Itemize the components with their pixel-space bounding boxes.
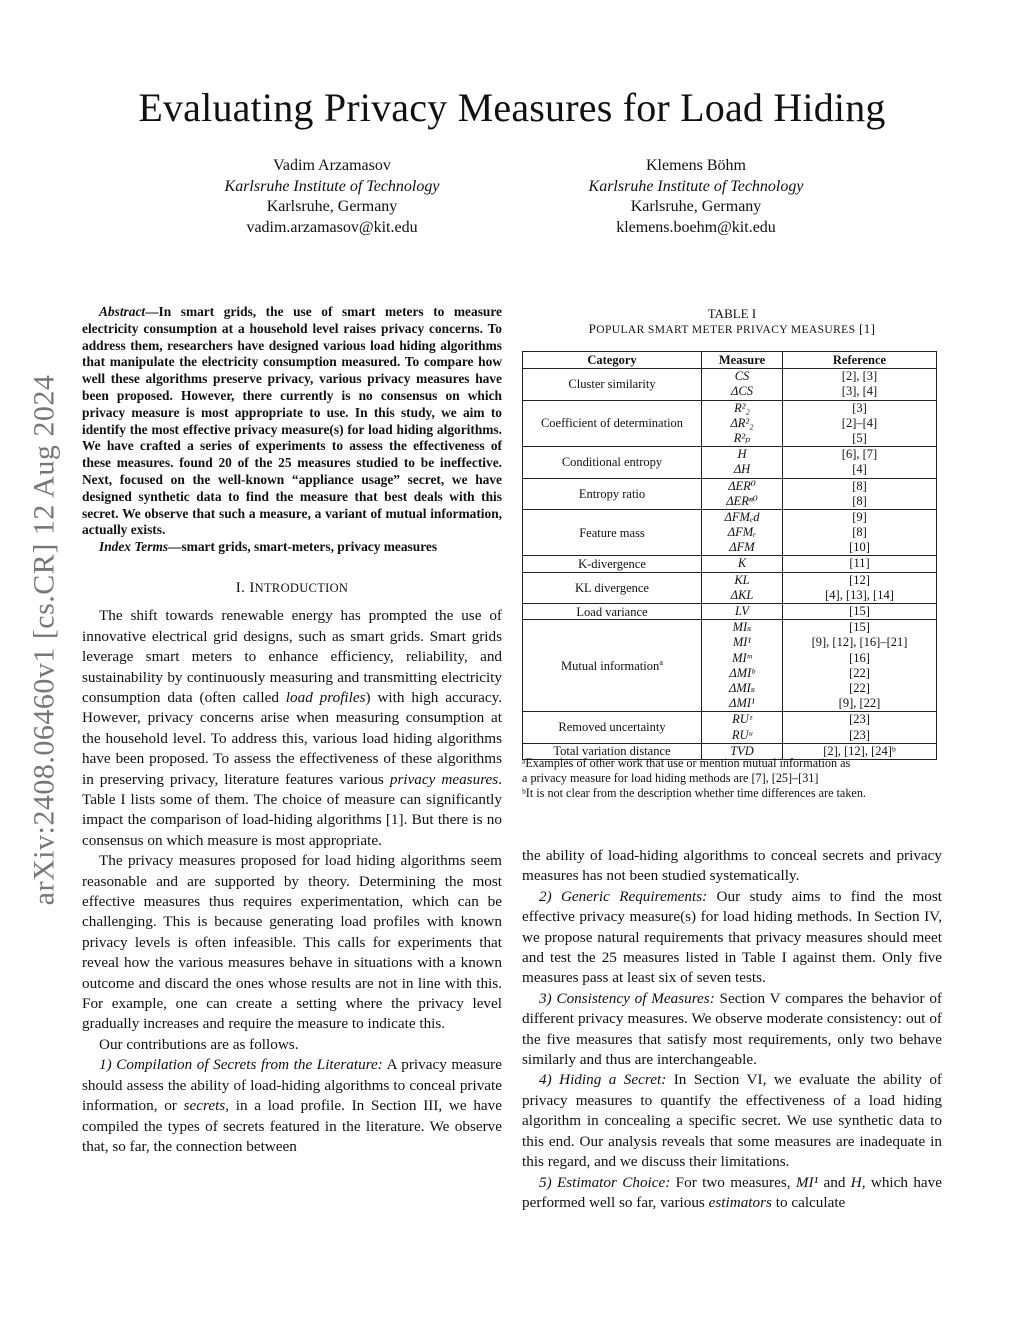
table-cell-category xyxy=(523,604,702,620)
text-run: and xyxy=(818,1173,851,1191)
reference-entry: [2], [3] xyxy=(841,369,878,384)
measure-symbol: RUᵘ xyxy=(731,727,753,742)
emphasis: estimators xyxy=(708,1193,772,1211)
reference-entry: [16] xyxy=(849,650,870,665)
table-cell-measure xyxy=(702,447,783,478)
footnote-b: ᵇIt is not clear from the description whether time differences are taken. xyxy=(522,786,866,800)
contribution-heading: 3) Consistency of Measures: xyxy=(539,989,715,1007)
reference-entry: [15] xyxy=(849,620,870,635)
measure-symbol: ΔH xyxy=(733,462,751,477)
author-email: vadim.arzamasov@kit.edu xyxy=(246,218,418,236)
text-run: For two measures, xyxy=(670,1173,796,1191)
reference-entry: [3] xyxy=(852,400,867,415)
measure-symbol: ΔR²₂ xyxy=(730,415,754,430)
contribution-3 xyxy=(522,989,942,1071)
index-terms-label: Index Terms xyxy=(99,539,169,555)
category-label: K-divergence xyxy=(578,556,646,571)
text-run: . Table I lists some of them. The choice of measure can significantly impact the comparison of load-hiding algorithms [1]. But there is no consensus on which measure is most appropriate. xyxy=(82,770,502,849)
table-row xyxy=(523,604,937,620)
reference-entry: [8] xyxy=(852,478,867,493)
measure-symbol: ΔMIᵇ xyxy=(729,665,755,680)
text-run: Our study aims to find the most effective privacy measure(s) for load hiding methods. In Section IV, we propose natural requirements that privacy measures should meet and test the 25 measures listed in Table I against them. Only five measures pass at least six of seven tests. xyxy=(522,887,942,987)
author-affiliation: Karlsruhe Institute of Technology xyxy=(224,177,440,195)
measure-symbol: KL xyxy=(734,572,750,587)
footnote-a-line-1: ᵃExamples of other work that use or mention mutual information as xyxy=(522,756,851,770)
table-cell-category xyxy=(523,712,702,743)
math-symbol: H xyxy=(850,1173,862,1191)
measure-symbol: ΔMI¹ xyxy=(729,696,755,711)
reference-entry: [22] xyxy=(849,680,870,695)
intro-paragraph-1 xyxy=(82,606,502,851)
reference-entry: [9], [22] xyxy=(838,696,881,711)
reference-entry: [12] xyxy=(849,572,870,587)
author-name: Vadim Arzamasov xyxy=(273,157,391,174)
table-row xyxy=(523,620,937,712)
author-block-1 xyxy=(182,156,482,238)
contribution-heading: 5) Estimator Choice: xyxy=(539,1173,671,1191)
header-reference: Reference xyxy=(783,352,937,369)
table-cell-category xyxy=(523,572,702,603)
table-cell-reference xyxy=(783,604,937,620)
measure-symbol: ΔFMᵣ xyxy=(727,525,757,540)
abstract-text: —In smart grids, the use of smart meters to measure electricity consumption at a household level raises privacy concerns. To address them, researchers have designed various load hiding algorithms that manipulate the electricity consumption measured. To compare how well these algorithms preserve privacy, various privacy measures have been proposed. However, there currently is no consensus on which privacy measure is most appropriate to use. In this study, we aim to identify the most effective privacy measure(s) for load hiding algorithms. We have crafted a series of experiments to assess the effectiveness of these measures. found 20 of the 25 measures studied to be ineffective. Next, focused on the well-known “appliance usage” secret, we have designed synthetic data to find the measure that best deals with this secret. We observe that such a measure, a variant of mutual information, actually exists. xyxy=(82,304,502,538)
reference-entry: [22] xyxy=(849,665,870,680)
table-caption xyxy=(522,306,942,338)
table-cell-category xyxy=(523,478,702,509)
arxiv-sidebar-stamp xyxy=(22,300,66,980)
table-cell-reference xyxy=(783,447,937,478)
contribution-4 xyxy=(522,1070,942,1172)
reference-entry: [8] xyxy=(852,493,867,508)
table-cell-reference xyxy=(783,620,937,712)
section-title-initial: I xyxy=(249,578,255,596)
author-affiliation: Karlsruhe Institute of Technology xyxy=(588,177,804,195)
table-row xyxy=(523,447,937,478)
abstract xyxy=(82,304,502,539)
reference-entry: [6], [7] xyxy=(841,447,878,462)
text-run: A privacy measure should assess the ability of load-hiding algorithms to conceal private information, or xyxy=(82,1056,502,1115)
table-cell-reference xyxy=(783,712,937,743)
reference-entry: [9] xyxy=(852,509,867,524)
table-cell-measure xyxy=(702,369,783,400)
category-label: Entropy ratio xyxy=(578,486,646,501)
table-label: TABLE I xyxy=(707,306,757,321)
footnote-marker: a xyxy=(659,656,664,667)
measure-symbol: K xyxy=(737,556,747,571)
section-title-rest: NTRODUCTION xyxy=(254,580,349,595)
category-label: Removed uncertainty xyxy=(558,720,666,735)
text-run: , which have performed well so far, various xyxy=(522,1173,942,1211)
table-row xyxy=(523,556,937,572)
table-row xyxy=(523,572,937,603)
text-run: The shift towards renewable energy has prompted the use of innovative electrical grid designs, such as smart grids. Smart grids leverage smart meters to enhance efficiency, reliability, and sustainability by continuously measuring and transmitting electricity consumption data (often called xyxy=(82,607,502,706)
measure-symbol: MI¹ xyxy=(732,635,752,650)
header-measure: Measure xyxy=(702,352,783,369)
paper-title: Evaluating Privacy Measures for Load Hiding xyxy=(138,85,886,130)
right-column xyxy=(522,846,942,1213)
table-cell-category xyxy=(523,369,702,400)
reference-entry: [2]–[4] xyxy=(841,415,878,430)
reference-entry: [4] xyxy=(852,462,867,477)
text-run: , in a load profile. In Section III, we have compiled the types of secrets featured in the literature. We observe that, so far, the connection between xyxy=(82,1097,502,1155)
table-cell-category xyxy=(523,556,702,572)
category-label: KL divergence xyxy=(575,580,649,595)
table-row xyxy=(523,509,937,556)
table-cell-reference xyxy=(783,478,937,509)
right-paragraph-continued: the ability of load-hiding algorithms to conceal secrets and privacy measures has not been studied systematically. xyxy=(522,847,942,885)
measure-symbol: R²ₚ xyxy=(733,430,751,445)
index-terms-text: —smart grids, smart-meters, privacy measures xyxy=(168,539,438,555)
measure-symbol: MIₛ xyxy=(732,620,752,635)
measure-symbol: ΔMIₛ xyxy=(728,680,756,695)
text-run: to calculate xyxy=(771,1193,846,1211)
table-cell-measure xyxy=(702,620,783,712)
measure-symbol: ΔFMₑd xyxy=(724,509,760,524)
math-symbol: MI¹ xyxy=(795,1173,819,1191)
category-label: Cluster similarity xyxy=(568,377,656,392)
author-email: klemens.boehm@kit.edu xyxy=(616,218,776,236)
contribution-1 xyxy=(82,1055,502,1157)
author-block-2 xyxy=(546,156,846,238)
privacy-measures-table xyxy=(522,351,937,760)
measure-symbol: H xyxy=(737,447,747,462)
reference-entry: [23] xyxy=(849,727,870,742)
author-location: Karlsruhe, Germany xyxy=(630,198,762,215)
measure-symbol: ΔCS xyxy=(731,384,753,399)
measure-symbol: RUᶻ xyxy=(732,712,752,727)
abstract-label: Abstract xyxy=(99,304,146,319)
table-cell-category xyxy=(523,509,702,556)
contribution-heading: 2) Generic Requirements: xyxy=(539,887,708,905)
emphasis: load profiles xyxy=(285,688,366,706)
table-cell-measure xyxy=(702,400,783,447)
table-cell-measure xyxy=(702,572,783,603)
measure-symbol: ΔERⁿ⁰ xyxy=(726,493,758,508)
arxiv-id: arXiv:2408.06460v1 [cs.CR] 12 Aug 2024 xyxy=(27,374,61,906)
text-run: In Section VI, we evaluate the ability of privacy measures to quantify the effectiveness of a load hiding algorithm in concealing a specific secret. We use synthetic data to this end. Our analysis reveals that some measures are inadequate in this regard, and we discuss their limitations. xyxy=(522,1071,942,1171)
category-label: Load variance xyxy=(576,604,648,619)
table-cell-category xyxy=(523,400,702,447)
text-run: ) with high accuracy. However, privacy concerns arise when measuring consumption at the household level. To address this, various load hiding algorithms have been proposed. To assess the effectiveness of these algorithms in preserving privacy, literature features various xyxy=(82,688,502,788)
section-number: I. xyxy=(235,578,246,596)
reference-entry: [23] xyxy=(849,712,870,727)
reference-entry: [5] xyxy=(852,430,867,445)
table-row xyxy=(523,712,937,743)
reference-entry: [11] xyxy=(849,556,870,571)
table-cell-measure xyxy=(702,712,783,743)
table-footnotes xyxy=(522,756,942,801)
contribution-5 xyxy=(522,1173,942,1214)
table-cell-reference xyxy=(783,400,937,447)
table-cell-category xyxy=(523,447,702,478)
contribution-2 xyxy=(522,887,942,989)
contribution-heading: 1) Compilation of Secrets from the Literature: xyxy=(99,1056,383,1074)
category-label: Feature mass xyxy=(579,525,645,540)
intro-paragraph-2: The privacy measures proposed for load hiding algorithms seem reasonable and are supported by theory. Determining the most effective measures thus requires experimentation, which can be challenging. This is because generating load profiles with known privacy levels is often infeasible. This calls for experiments that reveal how the various measures behave in situations with a known outcome and discard the ones whose results are not in line with this. For example, one can create a setting where the privacy level gradually increases and require the measure to indicate this. xyxy=(82,852,502,1033)
left-column xyxy=(82,304,502,1157)
reference-entry: [2], [12], [24]ᵇ xyxy=(823,743,896,758)
table-title xyxy=(522,321,942,338)
table-cell-measure xyxy=(702,478,783,509)
caption-ref: [1] xyxy=(855,321,876,336)
table-cell-category xyxy=(523,620,702,712)
header-category: Category xyxy=(523,352,702,369)
table-cell-reference xyxy=(783,556,937,572)
reference-entry: [9], [12], [16]–[21] xyxy=(811,635,908,650)
table-row xyxy=(523,400,937,447)
measure-symbol: ΔER⁰ xyxy=(728,478,756,493)
table-cell-measure xyxy=(702,556,783,572)
measure-symbol: TVD xyxy=(730,743,754,758)
table-row xyxy=(523,369,937,400)
author-location: Karlsruhe, Germany xyxy=(266,198,398,215)
section-heading-introduction xyxy=(82,578,502,598)
table-cell-reference xyxy=(783,572,937,603)
table-cell-measure xyxy=(702,604,783,620)
contribution-heading: 4) Hiding a Secret: xyxy=(539,1071,667,1089)
intro-paragraph-3: Our contributions are as follows. xyxy=(99,1035,299,1053)
measure-symbol: ΔFM xyxy=(729,540,755,555)
caption-rest: OPULAR SMART METER PRIVACY MEASURES xyxy=(596,324,856,336)
table-cell-reference xyxy=(783,369,937,400)
measure-symbol: CS xyxy=(734,369,750,384)
emphasis: privacy measures xyxy=(389,770,499,788)
category-label: Conditional entropy xyxy=(561,455,663,470)
footnote-a-line-2: a privacy measure for load hiding methods are [7], [25]–[31] xyxy=(522,771,819,785)
reference-entry: [3], [4] xyxy=(841,384,878,399)
category-label: Coefficient of determination xyxy=(540,416,684,431)
measure-symbol: R²₂ xyxy=(734,400,750,415)
reference-entry: [4], [13], [14] xyxy=(825,587,894,602)
index-terms xyxy=(82,539,502,556)
reference-entry: [8] xyxy=(852,525,867,540)
text-run: Section V compares the behavior of different privacy measures. We observe moderate consistency: out of the five measures that satisfy most requirements, only two behave similarly and thus are interchangeable. xyxy=(522,989,942,1069)
table-header-row xyxy=(523,352,937,369)
category-label: Mutual information xyxy=(560,658,660,673)
table-cell-measure xyxy=(702,509,783,556)
caption-initial: P xyxy=(588,321,597,336)
measure-symbol: MIᵐ xyxy=(732,650,752,665)
emphasis: secrets xyxy=(183,1097,226,1115)
author-name: Klemens Böhm xyxy=(646,157,746,174)
table-row xyxy=(523,478,937,509)
category-label: Total variation distance xyxy=(553,744,671,759)
measure-symbol: LV xyxy=(734,604,750,619)
measure-symbol: ΔKL xyxy=(730,587,754,602)
reference-entry: [10] xyxy=(849,540,870,555)
reference-entry: [15] xyxy=(849,604,870,619)
table-cell-reference xyxy=(783,509,937,556)
